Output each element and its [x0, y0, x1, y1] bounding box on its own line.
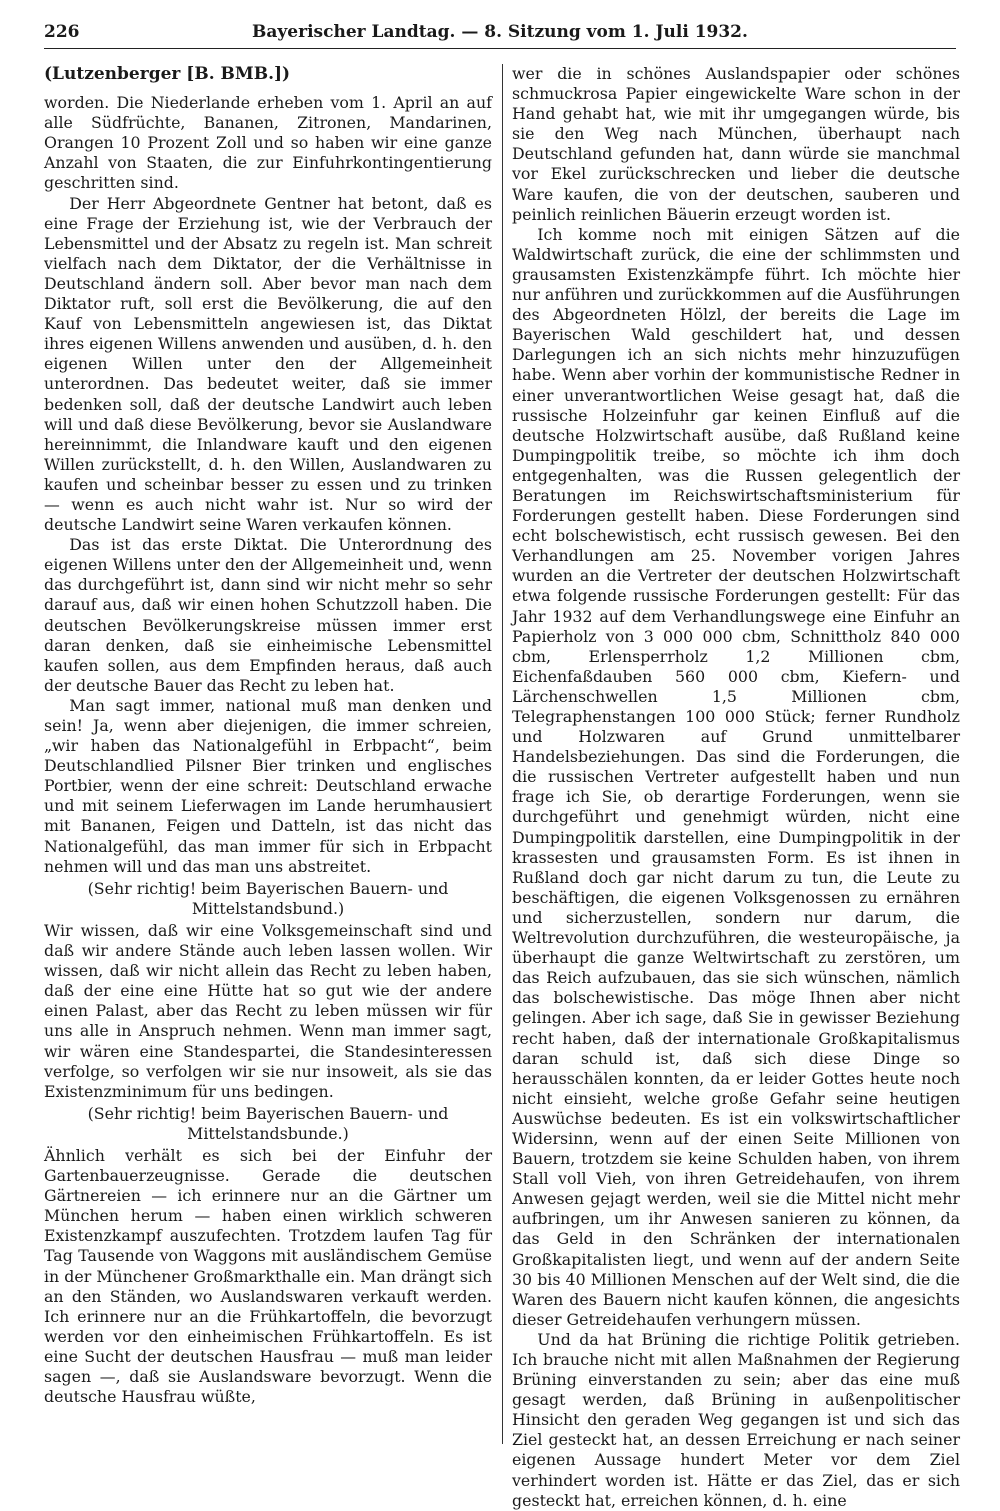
paragraph: Der Herr Abgeordnete Gentner hat betont, daß es eine Frage der Erziehung ist, wie der Verbrauch der Lebensmittel und der Absatz zu regeln ist. Man schreit vielfach nach dem Diktator, der die Verhältnisse in Deutschland ändern soll. Aber bevor man nach dem Diktator ruft, soll erst die Bevölkerung, die auf den Kauf von Lebensmitteln angewiesen ist, das Diktat ihres eigenen Willens anwenden und ausüben, d. h. den eigenen Willen unter den der Allgemeinheit unterordnen. Das bedeutet weiter, daß sie immer bedenken soll, daß der deutsche Landwirt auch leben will und daß diese Bevölkerung, bevor sie Auslandware hereinnimmt, die Inlandware kauft und den eigenen Willen zurückstellt, d. h. den Willen, Auslandwaren zu kaufen und scheinbar besser zu essen und zu trinken — wenn es auch nicht wahr ist. Nur so wird der deutsche Landwirt seine Waren verkaufen können. [44, 193, 492, 535]
right-column [512, 64, 960, 1510]
paragraph: Ich komme noch mit einigen Sätzen auf die Waldwirtschaft zurück, die eine der schlimmsten und grausamsten Existenzkämpfe führt. Ich möchte hier nur anführen und zurückkommen auf die Ausführungen des Abgeordneten Hölzl, der bereits die Lage im Bayerischen Wald geschildert hat, und dessen Darlegungen ich an sich nichts mehr hinzuzufügen habe. Wenn aber vorhin der kommunistische Redner in einer unverantwortlichen Weise gesagt hat, daß die russische Holzeinfuhr gar keinen Einfluß auf die deutsche Holzwirtschaft ausübe, daß Rußland keine Dumpingpolitik treibe, so möchte ich ihm doch entgegenhalten, was die Russen gelegentlich der Beratungen im Reichswirtschaftsministerium für Forderungen gestellt haben. Diese Forderungen sind echt bolschewistisch, echt russisch gewesen. Bei den Verhandlungen am 25. November vorigen Jahres wurden an die Vertreter der deutschen Holzwirtschaft etwa folgende russische Forderungen gestellt: Für das Jahr 1932 auf dem Verhandlungswege eine Einfuhr an Papierholz von 3 000 000 cbm, Schnittholz 840 000 cbm, Erlensperrholz 1,2 Millionen cbm, Eichenfaßdauben 560 000 cbm, Kiefern- und Lärchenschwellen 1,5 Millionen cbm, Telegraphenstangen 100 000 Stück; ferner Rundholz und Holzwaren auf Grund unmittelbarer Handelsbeziehungen. Das sind die Forderungen, die die russischen Vertreter aufgestellt haben und nun frage ich Sie, ob derartige Forderungen, wenn sie durchgeführt und genehmigt würden, nicht eine Dumpingpolitik darstellen, eine Dumpingpolitik in der krassesten und grausamsten Form. Es ist ihnen in Rußland doch gar nicht darum zu tun, die Leute zu beschäftigen, die eigenen Volksgenossen zu ernähren und sicherzustellen, sondern nur darum, die Weltrevolution durchzuführen, die westeuropäische, ja überhaupt die ganze Weltwirtschaft zu zerstören, um das Reich aufzubauen, das sie sich wünschen, nämlich das bolschewistische. Das möge Ihnen aber nicht gelingen. Aber ich sage, daß Sie in gewisser Beziehung recht haben, daß der internationale Großkapitalismus daran schuld ist, daß sich diese Dinge so herausschälen konnten, da er leider Gottes heute noch nicht einsieht, welche große Gefahr seine heutigen Auswüchse bedeuten. Es ist ein volkswirtschaftlicher Widersinn, wenn auf der einen Seite Millionen von Bauern, trotzdem sie keine Schulden haben, von ihrem Stall voll Vieh, von ihren Getreidehaufen, von ihrem Anwesen gejagt werden, weil sie die Mittel nicht mehr aufbringen, um ihr Anwesen sanieren zu können, da das Geld in den Schränken der internationalen Großkapitalisten liegt, und wenn auf der andern Seite 30 bis 40 Millionen Menschen auf der Welt sind, die die Waren des Bauern nicht kaufen können, die angesichts dieser Getreidehaufen verhungern müssen. [512, 224, 960, 1329]
column-divider [502, 64, 503, 1444]
paragraph: Und da hat Brüning die richtige Politik getrieben. Ich brauche nicht mit allen Maßnahmen der Regierung Brüning einverstanden zu sein; aber das eine muß gesagt werden, daß Brüning in außenpolitischer Hinsicht den geraden Weg gegangen ist und sich das Ziel gesteckt hat, an dessen Erreichung er nach seiner eigenen Aussage hundert Meter vor dem Ziel verhindert worden ist. Hätte er das Ziel, das er sich gesteckt hat, erreichen können, d. h. eine [512, 1329, 960, 1510]
interjection-line: Mittelstandsbund.) [191, 898, 345, 918]
left-column [44, 64, 492, 1444]
interjection-line: (Sehr richtig! beim Bayerischen Bauern- und [87, 1103, 449, 1123]
speaker-heading: (Lutzenberger [B. BMB.]) [44, 64, 291, 84]
interjection-line: Mittelstandsbunde.) [187, 1123, 349, 1143]
paragraph: Wir wissen, daß wir eine Volksgemeinschaft sind und daß wir andere Stände auch leben lassen wollen. Wir wissen, daß wir nicht allein das Recht zu leben haben, daß der eine eine Hütte hat so gut wie der andere einen Palast, aber das Recht zu leben müssen wir für uns alle in Anspruch nehmen. Wenn man immer sagt, wir wären eine Standespartei, die Standesinteressen verfolge, so verfolgen wir sie nur insoweit, als sie das Existenzminimum für uns bedingen. [44, 920, 492, 1101]
paragraph: wer die in schönes Auslandspapier oder schönes schmuckrosa Papier eingewickelte Ware schon in der Hand gehabt hat, wie mit ihr umgegangen würde, bis sie den Weg nach München, überhaupt nach Deutschland gefunden hat, dann würde sie manchmal vor Ekel zurückschrecken und lieber die deutsche Ware kaufen, die von der deutschen, sauberen und peinlich reinlichen Bäuerin erzeugt worden ist. [512, 64, 960, 224]
interjection [64, 879, 472, 919]
interjection-line: (Sehr richtig! beim Bayerischen Bauern- und [87, 878, 449, 898]
page-number: 226 [44, 22, 80, 42]
paragraph: Man sagt immer, national muß man denken und sein! Ja, wenn aber diejenigen, die immer schreien, „wir haben das Nationalgefühl in Erbpacht“, beim Deutschlandlied Pilsner Bier trinken und englisches Portbier, wenn der eine schreit: Deutschland erwache und mit seinem Lieferwagen im Lande herumhausiert mit Bananen, Feigen und Datteln, ist das nicht das Nationalgefühl, das man immer für sich in Erbpacht nehmen will und das man uns abstreitet. [44, 695, 492, 876]
running-title: Bayerischer Landtag. — 8. Sitzung vom 1. Juli 1932. [252, 22, 748, 42]
paragraph: Ähnlich verhält es sich bei der Einfuhr der Gartenbauerzeugnisse. Gerade die deutschen Gärtnereien — ich erinnere nur an die Gärtner um München herum — haben einen wirklich schweren Existenzkampf auszufechten. Trotzdem laufen Tag für Tag Tausende von Waggons mit ausländischem Gemüse in der Münchener Großmarkthalle ein. Man drängt sich an den Ständen, wo Auslandswaren verkauft werden. Ich erinnere nur an die Frühkartoffeln, die bevorzugt werden vor den einheimischen Frühkartoffeln. Es ist eine Sucht der deutschen Hausfrau — muß man leider sagen —, daß sie Auslandsware bevorzugt. Wenn die deutsche Hausfrau wüßte, [44, 1145, 492, 1407]
paragraph: Das ist das erste Diktat. Die Unterordnung des eigenen Willens unter den der Allgemeinheit und, wenn das durchgeführt ist, dann sind wir nicht mehr so sehr darauf aus, daß wir einen hohen Schutzzoll haben. Die deutschen Bevölkerungskreise müssen immer erst daran denken, daß sie einheimische Lebensmittel kaufen sollen, aus dem Empfinden heraus, daß auch der deutsche Bauer das Recht zu leben hat. [44, 535, 492, 695]
interjection [64, 1104, 472, 1144]
page-header [44, 22, 956, 49]
paragraph: worden. Die Niederlande erheben vom 1. April an auf alle Südfrüchte, Bananen, Zitronen, Mandarinen, Orangen 10 Prozent Zoll und so haben wir eine ganze Anzahl von Staaten, die zur Einfuhrkontingentierung geschritten sind. [44, 93, 492, 193]
